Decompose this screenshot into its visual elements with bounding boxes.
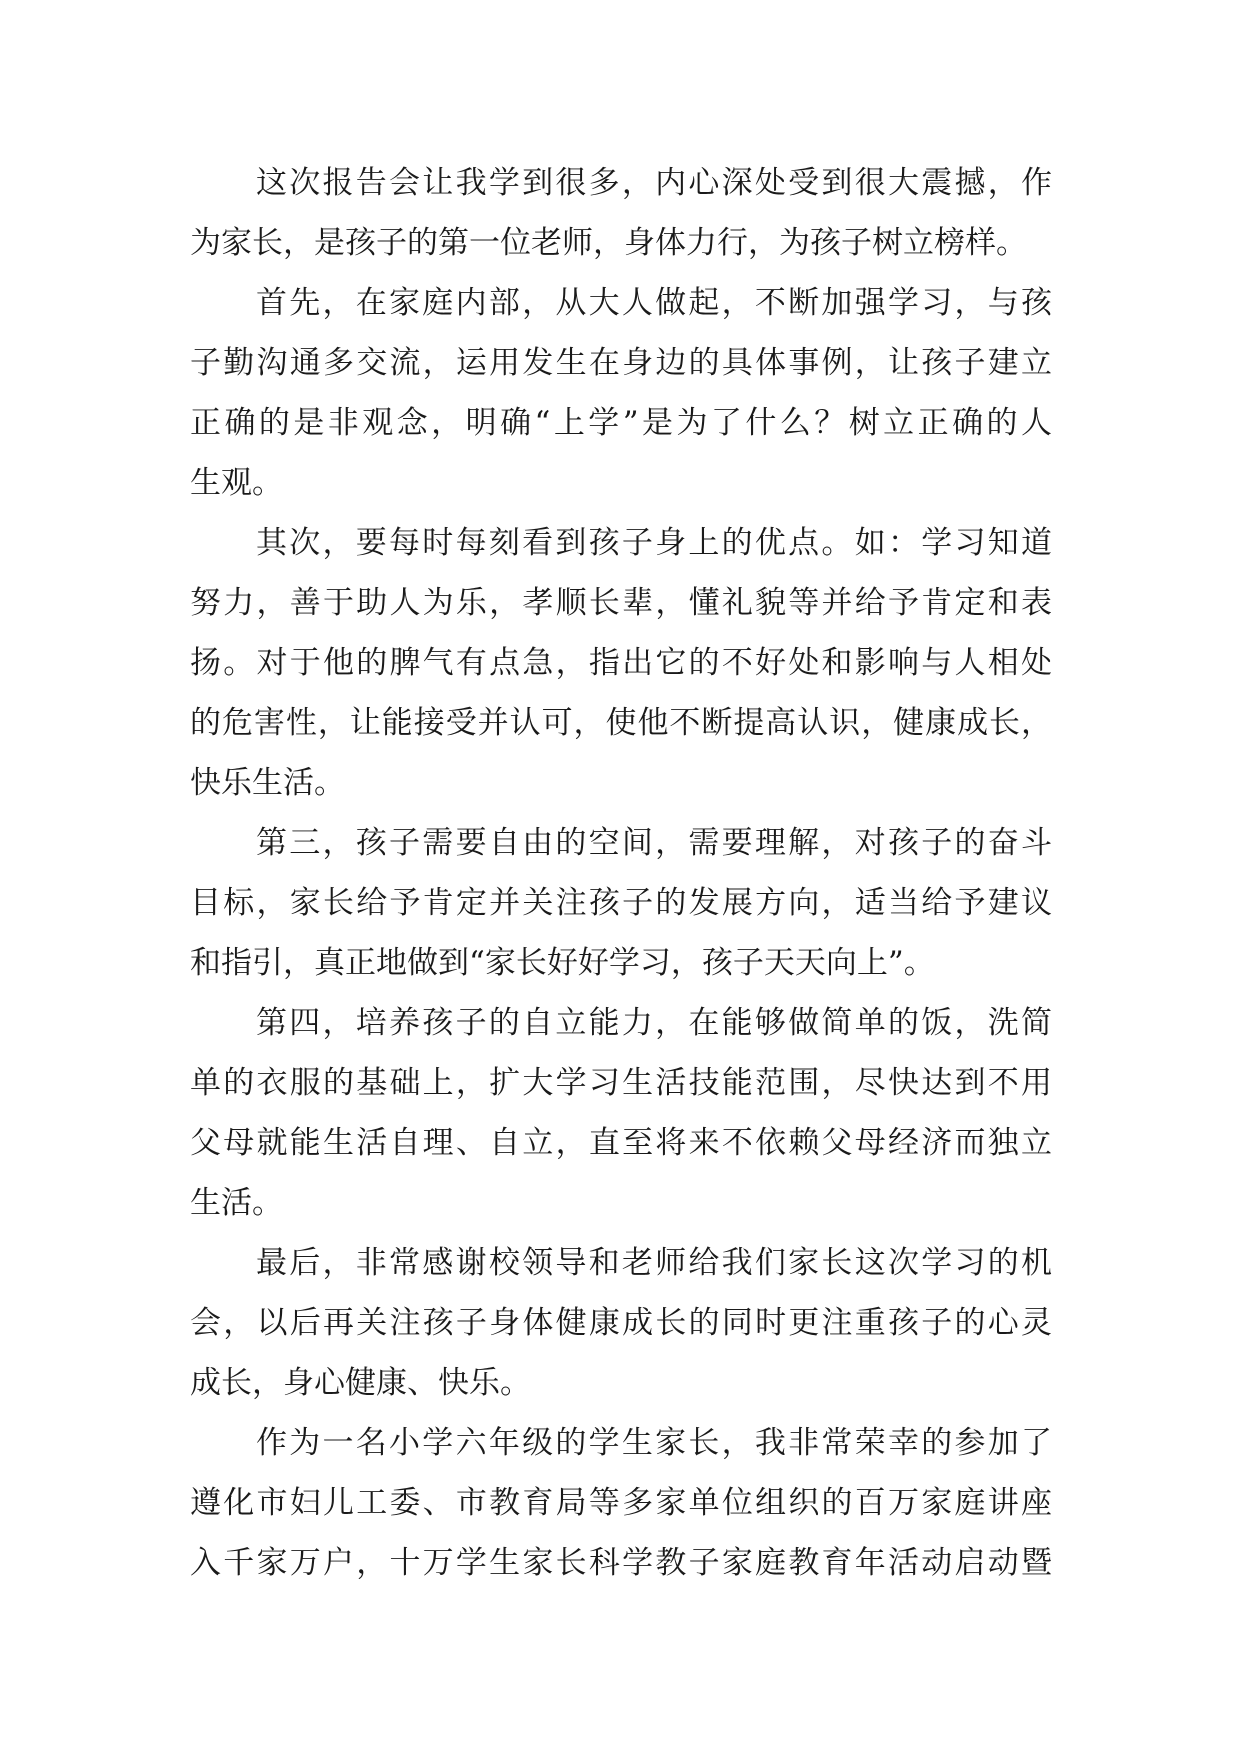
text-line: 快乐生活。	[190, 765, 345, 801]
text-line: 第三，孩子需要自由的空间，需要理解，对孩子的奋斗	[256, 825, 1052, 861]
text-line: 作为一名小学六年级的学生家长，我非常荣幸的参加了	[256, 1425, 1052, 1461]
text-line: 子勤沟通多交流，运用发生在身边的具体事例，让孩子建立	[190, 345, 1052, 381]
text-line: 扬。对于他的脾气有点急，指出它的不好处和影响与人相处	[190, 645, 1052, 681]
text-line: 最后，非常感谢校领导和老师给我们家长这次学习的机	[256, 1245, 1052, 1281]
text-line: 目标，家长给予肯定并关注孩子的发展方向，适当给予建议	[190, 885, 1052, 921]
text-line: 会，以后再关注孩子身体健康成长的同时更注重孩子的心灵	[190, 1305, 1052, 1341]
text-line: 遵化市妇儿工委、市教育局等多家单位组织的百万家庭讲座	[190, 1485, 1052, 1521]
text-line: 第四，培养孩子的自立能力，在能够做简单的饭，洗简	[256, 1005, 1052, 1041]
text-line: 和指引，真正地做到“家长好好学习，孩子天天向上”。	[190, 945, 935, 981]
text-line: 生观。	[190, 465, 283, 501]
text-line: 这次报告会让我学到很多，内心深处受到很大震撼，作	[256, 165, 1052, 201]
text-line: 努力，善于助人为乐，孝顺长辈，懂礼貌等并给予肯定和表	[190, 585, 1052, 621]
text-line: 入千家万户，十万学生家长科学教子家庭教育年活动启动暨	[190, 1545, 1052, 1581]
text-line: 成长，身心健康、快乐。	[190, 1365, 531, 1401]
text-line: 正确的是非观念，明确“上学”是为了什么？树立正确的人	[190, 405, 1052, 441]
text-line: 的危害性，让能接受并认可，使他不断提高认识，健康成长，	[190, 705, 1052, 741]
text-line: 为家长，是孩子的第一位老师，身体力行，为孩子树立榜样。	[190, 225, 1027, 261]
text-line: 单的衣服的基础上，扩大学习生活技能范围，尽快达到不用	[190, 1065, 1052, 1101]
text-line: 父母就能生活自理、自立，直至将来不依赖父母经济而独立	[190, 1125, 1052, 1161]
text-line: 首先，在家庭内部，从大人做起，不断加强学习，与孩	[256, 285, 1052, 321]
text-line: 生活。	[190, 1185, 283, 1221]
text-line: 其次，要每时每刻看到孩子身上的优点。如：学习知道	[256, 525, 1052, 561]
